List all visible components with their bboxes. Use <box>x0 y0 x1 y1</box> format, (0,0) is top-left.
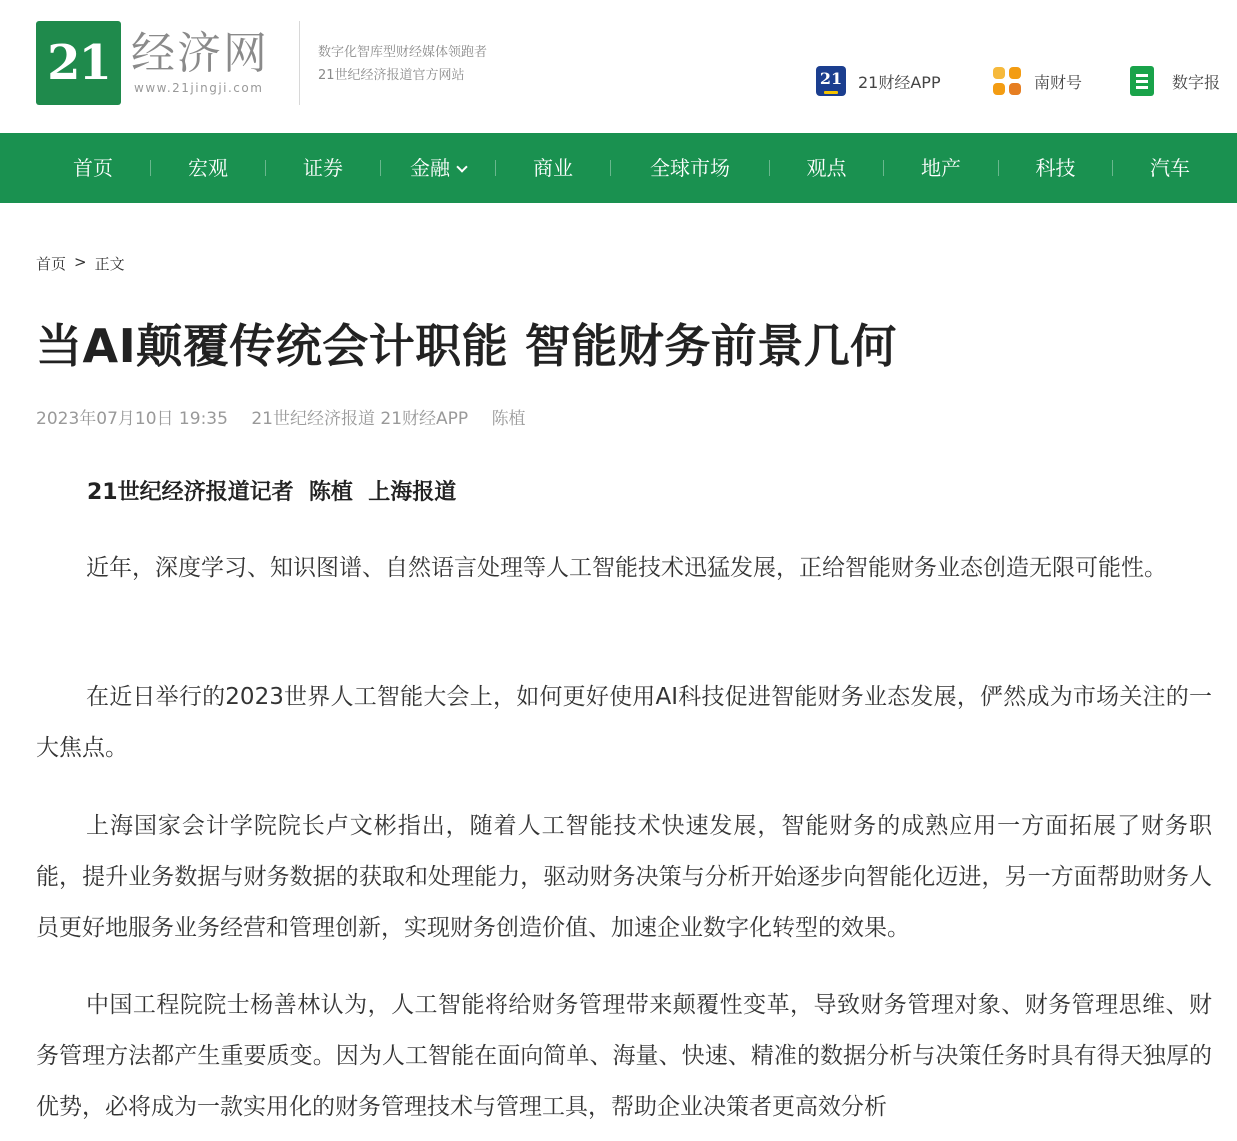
nav-item-home[interactable]: 首页 <box>73 156 113 180</box>
article-paragraph: 中国工程院院士杨善林认为，人工智能将给财务管理带来颠覆性变革，导致财务管理对象、财务管理思维、财务管理方法都产生重要质变。因为人工智能在面向简单、海量、快速、精准的数据分析与决策任务时具有得天独厚的优势，必将成为一款实用化的财务管理技术与管理工具，帮助企业决策者更高效分析 <box>36 992 1212 1120</box>
logo-number: 21 <box>47 35 110 91</box>
main-nav <box>0 133 1237 203</box>
article-paragraph: 上海国家会计学院院长卢文彬指出，随着人工智能技术快速发展，智能财务的成熟应用一方面拓展了财务职能，提升业务数据与财务数据的获取和处理能力，驱动财务决策与分析开始逐步向智能化迈进，另一方面帮助财务人员更好地服务业务经营和管理创新，实现财务创造价值、加速企业数字化转型的效果。 <box>36 813 1212 941</box>
article-paragraph: 近年，深度学习、知识图谱、自然语言处理等人工智能技术迅猛发展，正给智能财务业态创造无限可能性。 <box>86 555 1167 581</box>
digital-newspaper-link[interactable] <box>1130 66 1220 96</box>
21-app-label: 21财经APP <box>858 72 941 92</box>
breadcrumb-separator: > <box>74 253 87 271</box>
nancai-link[interactable] <box>992 66 1082 96</box>
nancai-icon <box>992 66 1022 96</box>
nancai-label: 南财号 <box>1034 72 1083 92</box>
nav-item-global-markets[interactable]: 全球市场 <box>650 156 730 180</box>
article-title: 当AI颠覆传统会计职能 智能财务前景几何 <box>36 319 897 373</box>
digital-newspaper-icon <box>1130 66 1154 96</box>
logo-url: www.21jingji.com <box>134 81 264 95</box>
nav-item-opinion[interactable]: 观点 <box>806 156 847 180</box>
21-app-icon-text: 21 <box>819 68 843 88</box>
logo-divider <box>299 21 300 105</box>
slogan-line-1: 数字化智库型财经媒体领跑者 <box>318 45 488 60</box>
article-meta <box>36 404 544 429</box>
article-date: 2023年07月10日 19:35 <box>36 409 228 429</box>
site-logo[interactable] <box>36 21 121 105</box>
breadcrumb-current: 正文 <box>94 255 125 273</box>
slogan-line-2: 21世纪经济报道官方网站 <box>318 68 465 83</box>
chevron-down-icon <box>456 161 467 172</box>
logo-name[interactable]: 经济网 <box>131 28 269 79</box>
nav-item-auto[interactable]: 汽车 <box>1150 156 1190 180</box>
nav-item-business[interactable]: 商业 <box>533 156 573 180</box>
article-source: 21世纪经济报道 21财经APP <box>251 409 469 429</box>
site-header <box>0 0 1237 133</box>
digital-newspaper-label: 数字报 <box>1172 72 1221 92</box>
article-paragraph: 在近日举行的2023世界人工智能大会上，如何更好使用AI科技促进智能财务业态发展，俨然成为市场关注的一大焦点。 <box>36 684 1212 761</box>
breadcrumb <box>36 253 125 274</box>
nav-item-tech[interactable]: 科技 <box>1035 156 1076 180</box>
breadcrumb-home-link[interactable]: 首页 <box>36 255 67 273</box>
21-app-icon <box>816 66 846 96</box>
article-byline: 21世纪经济报道记者 陈植 上海报道 <box>87 480 457 505</box>
nav-item-securities[interactable]: 证券 <box>303 156 343 180</box>
nav-item-real-estate[interactable]: 地产 <box>921 156 961 180</box>
article-author[interactable]: 陈植 <box>491 409 526 429</box>
nav-item-finance[interactable] <box>381 133 495 203</box>
nav-item-finance-label: 金融 <box>410 156 450 180</box>
nav-item-macro[interactable]: 宏观 <box>188 156 228 180</box>
21-app-link[interactable] <box>816 66 941 96</box>
